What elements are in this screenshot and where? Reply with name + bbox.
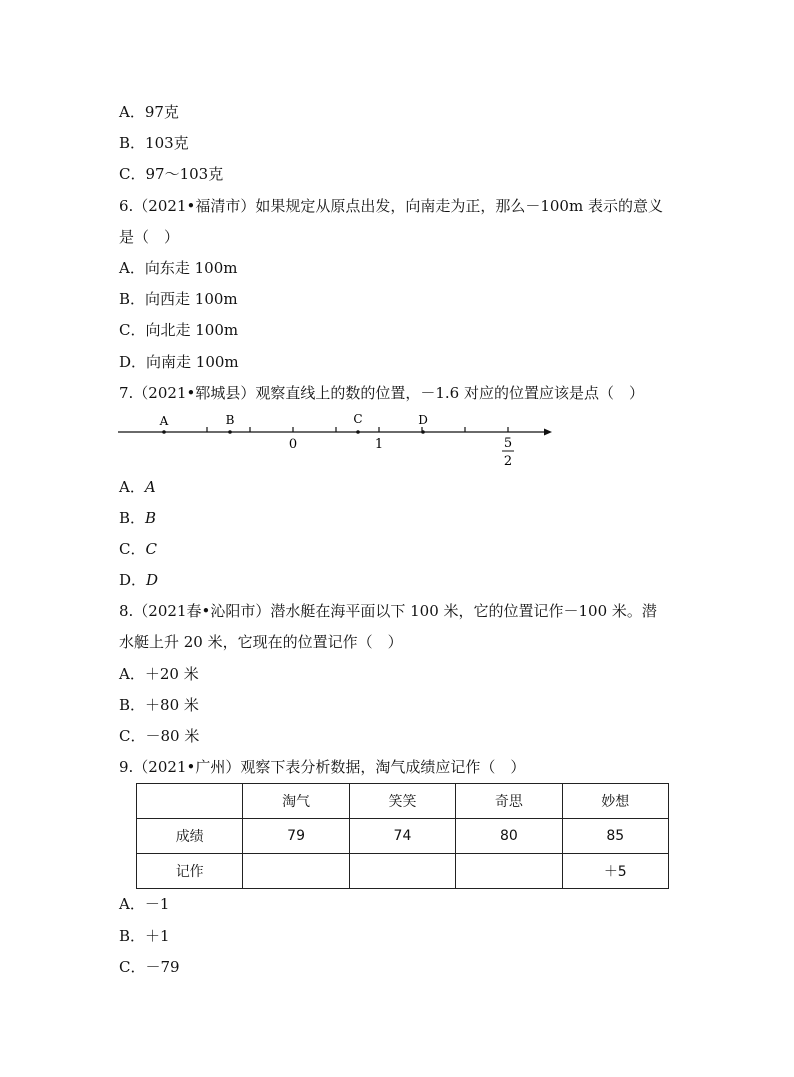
question-6-line2: 是（ ） <box>119 228 180 246</box>
option-line: C．97～103克 <box>119 165 224 183</box>
question-9-title: 9.（2021•广州）观察下表分析数据，淘气成绩应记作（ ） <box>119 758 526 776</box>
fraction-denominator: 2 <box>503 454 513 469</box>
question-7-title: 7.（2021•郓城县）观察直线上的数的位置，－1.6 对应的位置应该是点（ ） <box>119 384 644 402</box>
option-prefix: C． <box>119 540 146 558</box>
option-prefix: B． <box>119 509 146 527</box>
table-cell: ＋5 <box>562 854 668 889</box>
point-a-label: A <box>159 414 169 428</box>
question-8-line1: 8.（2021春•沁阳市）潜水艇在海平面以下 100 米，它的位置记作－100 米。潜 <box>119 602 657 620</box>
table-cell: 85 <box>562 819 668 854</box>
table-cell: 80 <box>456 819 562 854</box>
option-line: A．97克 <box>119 103 179 121</box>
fraction-numerator: 5 <box>503 436 513 451</box>
table-cell: 淘气 <box>243 784 349 819</box>
table-cell <box>137 784 243 819</box>
table-cell <box>243 854 349 889</box>
point-a-dot <box>162 430 166 434</box>
option-line: A．向东走 100m <box>119 259 238 277</box>
option-prefix: A． <box>119 478 145 496</box>
option-line: A．＋20 米 <box>119 665 199 683</box>
option-line: C．－80 米 <box>119 727 200 745</box>
option-line: C．－79 <box>119 958 180 976</box>
option-line: D．向南走 100m <box>119 353 239 371</box>
table-cell: 74 <box>349 819 455 854</box>
tick-label-one: 1 <box>374 437 384 452</box>
tick-label-zero: 0 <box>288 437 298 452</box>
option-value: B <box>145 509 157 527</box>
option-value: D <box>146 571 159 589</box>
table-cell: 笑笑 <box>349 784 455 819</box>
point-b-dot <box>228 430 232 434</box>
table-cell <box>349 854 455 889</box>
score-table <box>136 783 669 889</box>
option-value: A <box>144 478 156 496</box>
option-line <box>119 570 158 590</box>
point-c-label: C <box>353 412 363 426</box>
table-cell <box>456 854 562 889</box>
number-line-diagram <box>118 408 558 470</box>
option-line: B．103克 <box>119 134 189 152</box>
table-cell: 79 <box>243 819 349 854</box>
table-cell: 记作 <box>137 854 243 889</box>
point-c-dot <box>356 430 360 434</box>
question-6-line1: 6.（2021•福清市）如果规定从原点出发，向南走为正，那么－100m 表示的意义 <box>119 197 663 215</box>
point-d-label: D <box>418 413 428 427</box>
option-line <box>119 508 156 528</box>
arrow-head-icon <box>544 429 552 436</box>
option-line: B．＋1 <box>119 927 170 945</box>
table-header-row <box>137 784 669 819</box>
point-b-label: B <box>225 413 235 427</box>
option-line: B．向西走 100m <box>119 290 238 308</box>
option-line <box>119 539 157 559</box>
point-d-dot <box>421 430 425 434</box>
option-line: C．向北走 100m <box>119 321 239 339</box>
option-prefix: D． <box>119 571 147 589</box>
table-row <box>137 819 669 854</box>
table-cell: 成绩 <box>137 819 243 854</box>
table-cell: 奇思 <box>456 784 562 819</box>
option-line: B．＋80 米 <box>119 696 199 714</box>
option-line: A．－1 <box>119 895 170 913</box>
table-cell: 妙想 <box>562 784 668 819</box>
option-value: C <box>145 540 157 558</box>
table-row <box>137 854 669 889</box>
option-line <box>119 477 156 497</box>
question-8-line2: 水艇上升 20 米，它现在的位置记作（ ） <box>119 633 403 651</box>
